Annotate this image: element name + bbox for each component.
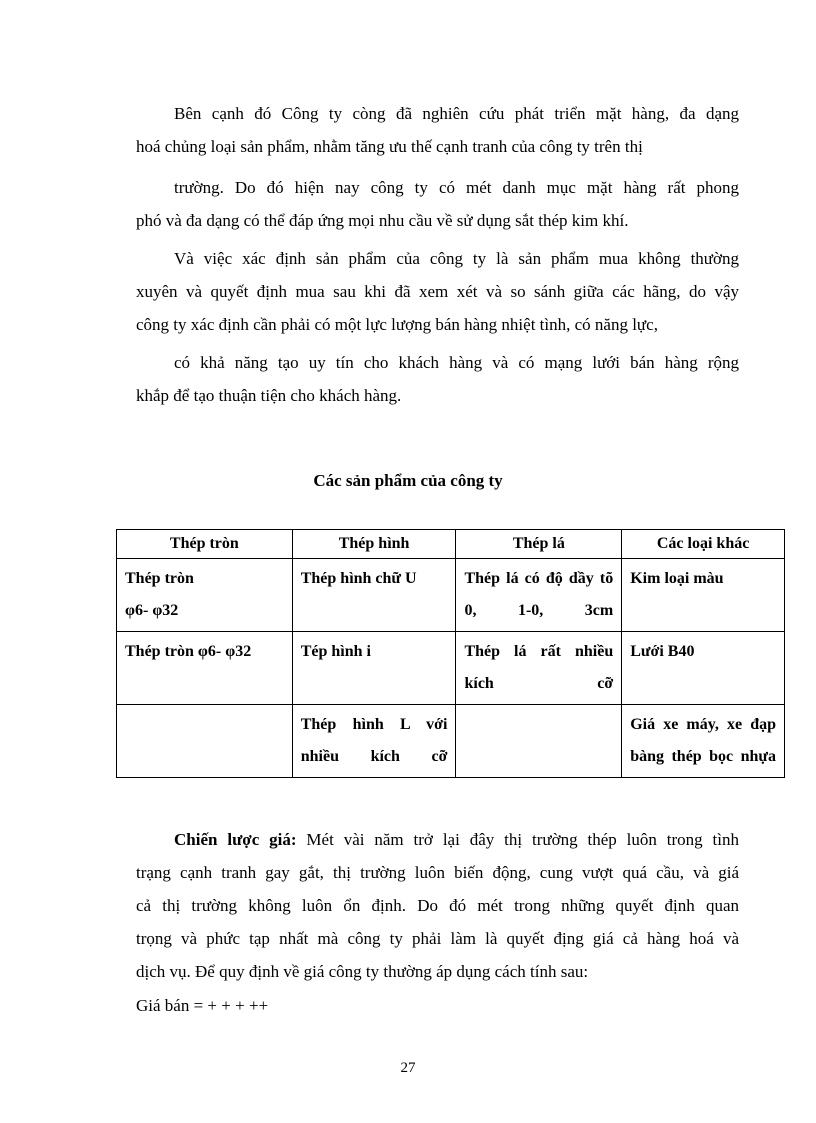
text-line: trọng và phức tạp nhất mà công ty phải làm là quyết địng giá cả hàng hoá và (136, 929, 739, 948)
text-line: Và việc xác định sản phẩm của công ty là sản phẩm mua không thường (174, 249, 739, 268)
table-cell: Thép tròn φ6- φ32 (117, 559, 293, 632)
paragraph-1 (136, 97, 739, 163)
text-line: xuyên và quyết định mua sau khi đã xem xét và so sánh giữa các hãng, do vậy (136, 282, 739, 301)
column-header: Các loại khác (622, 530, 785, 559)
table-cell (456, 705, 622, 778)
text-line: trạng cạnh tranh gay gắt, thị trường luôn biến động, cung vượt quá cầu, và giá (136, 863, 739, 882)
column-header: Thép tròn (117, 530, 293, 559)
table-cell: Tép hình i (292, 632, 456, 705)
table-cell: Thép lá rất nhiều kích cỡ (456, 632, 622, 705)
text-line: hoá chủng loại sản phẩm, nhằm tăng ưu thế cạnh tranh của công ty trên thị (136, 137, 643, 156)
text-line: phó và đa dạng có thể đáp ứng mọi nhu cầu về sử dụng sắt thép kim khí. (136, 211, 629, 230)
pricing-strategy-label: Chiến lược giá: (174, 830, 297, 849)
page-number: 27 (400, 1060, 416, 1076)
column-header: Thép lá (456, 530, 622, 559)
text-line: công ty xác định cần phải có một lực lượng bán hàng nhiệt tình, có năng lực, (136, 315, 658, 334)
text-span: Mét vài năm trở lại đây thị trường thép luôn trong tình (296, 830, 739, 849)
table-cell: Kim loại màu (622, 559, 785, 632)
table-row (117, 705, 785, 778)
table-cell: Thép hình chữ U (292, 559, 456, 632)
column-header: Thép hình (292, 530, 456, 559)
table-cell: Thép lá có độ dầy tõ 0, 1-0, 3cm (456, 559, 622, 632)
table-cell: Lưới B40 (622, 632, 785, 705)
paragraph-2 (136, 171, 739, 237)
table-cell: Thép hình L với nhiều kích cỡ (292, 705, 456, 778)
text-line: khắp để tạo thuận tiện cho khách hàng. (136, 386, 402, 405)
text-line: Bên cạnh đó Công ty còng đã nghiên cứu phát triển mặt hàng, đa dạng (174, 104, 739, 123)
table-cell: Thép tròn φ6- φ32 (117, 632, 293, 705)
text-line: cả thị trường không luôn ổn định. Do đó mét trong những quyết định quan (136, 896, 739, 915)
price-formula: Giá bán = + + + ++ (136, 996, 269, 1015)
table-title: Các sản phẩm của công ty (313, 471, 503, 490)
text-line: trường. Do đó hiện nay công ty có mét danh mục mặt hàng rất phong (174, 178, 739, 197)
text-line (136, 823, 739, 856)
text-line: có khả năng tạo uy tín cho khách hàng và có mạng lưới bán hàng rộng (174, 353, 739, 372)
paragraph-4 (136, 346, 739, 412)
table-cell (117, 705, 293, 778)
paragraph-pricing-strategy (136, 823, 739, 988)
table-row (117, 632, 785, 705)
text-line: dịch vụ. Để quy định về giá công ty thường áp dụng cách tính sau: (136, 962, 589, 981)
table-row (117, 559, 785, 632)
paragraph-3 (136, 242, 739, 341)
products-table (116, 529, 785, 778)
table-header-row (117, 530, 785, 559)
table-cell: Giá xe máy, xe đạp bàng thép bọc nhựa (622, 705, 785, 778)
